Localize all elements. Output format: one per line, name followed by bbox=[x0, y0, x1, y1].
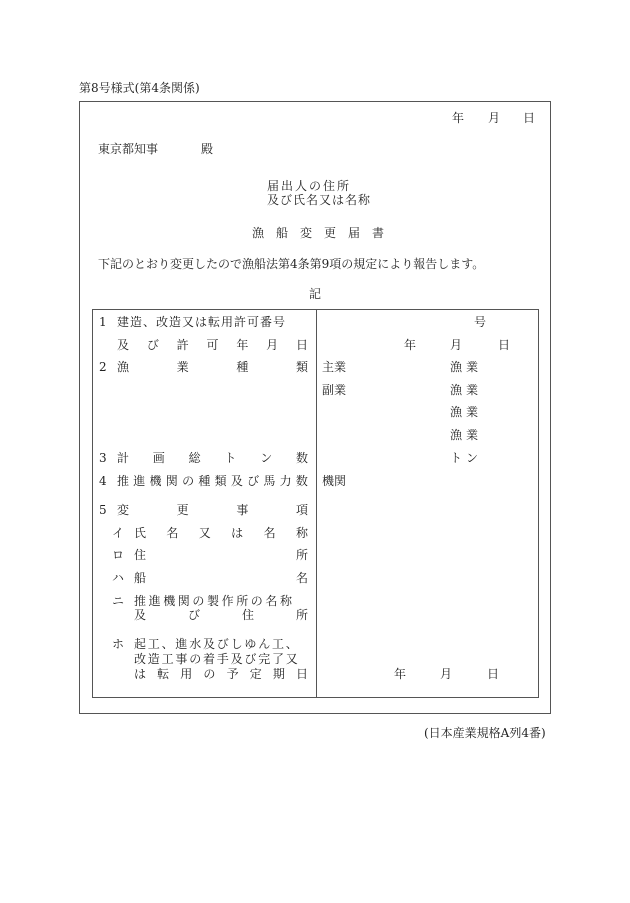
item4-char: 機 bbox=[149, 474, 162, 488]
item5-ho-char: 用 bbox=[180, 667, 193, 681]
item1-char: 可 bbox=[206, 338, 219, 352]
item5-ni-label-line2 bbox=[134, 608, 308, 622]
item5-ho-label-line2: 改造工事の着手及び完了又 bbox=[134, 652, 300, 666]
item3-char: 総 bbox=[188, 451, 201, 465]
item1-char: 許 bbox=[176, 338, 189, 352]
item5-ro-kana: ロ bbox=[112, 548, 125, 562]
item2-gyogyo-3: 漁業 bbox=[450, 405, 483, 419]
item2-gyogyo-1: 漁業 bbox=[450, 360, 483, 374]
header-date-day: 日 bbox=[523, 111, 536, 125]
item5-ho-char: 転 bbox=[157, 667, 170, 681]
item5-ni-char: び bbox=[187, 608, 200, 622]
item4-char: び bbox=[247, 474, 260, 488]
item5-i-char: は bbox=[231, 526, 244, 540]
item5-ho-char: 期 bbox=[272, 667, 285, 681]
item4-label bbox=[117, 474, 308, 488]
item4-char: 数 bbox=[295, 474, 308, 488]
item1-char: 日 bbox=[295, 338, 308, 352]
item4-char: の bbox=[182, 474, 195, 488]
item5-i-char: 名 bbox=[166, 526, 179, 540]
item4-char: 及 bbox=[230, 474, 243, 488]
item5-char: 事 bbox=[236, 503, 249, 517]
item5-char: 項 bbox=[295, 503, 308, 517]
form-number: 第8号様式(第4条関係) bbox=[79, 81, 200, 95]
item3-label bbox=[117, 451, 308, 465]
item5-i-char: 名 bbox=[263, 526, 276, 540]
item1-number: 1 bbox=[99, 315, 107, 329]
item2-number: 2 bbox=[99, 360, 107, 374]
item5-ha-label bbox=[134, 571, 308, 585]
item2-char: 漁 bbox=[117, 360, 130, 374]
item4-char: 力 bbox=[279, 474, 292, 488]
item2-char: 類 bbox=[295, 360, 308, 374]
header-date-year: 年 bbox=[452, 111, 465, 125]
item1-char: 年 bbox=[236, 338, 249, 352]
item3-char: 計 bbox=[117, 451, 130, 465]
item5-i-char: 又 bbox=[198, 526, 211, 540]
item2-char: 種 bbox=[236, 360, 249, 374]
applicant-name-label: 及び氏名又は名称 bbox=[267, 193, 372, 207]
item5-char: 変 bbox=[117, 503, 130, 517]
addressee-name: 東京都知事 bbox=[98, 142, 159, 156]
item5-ho-char: 予 bbox=[226, 667, 239, 681]
item4-number: 4 bbox=[99, 474, 107, 488]
item5-i-label bbox=[134, 526, 308, 540]
item3-number: 3 bbox=[99, 451, 107, 465]
item5-ni-label-line1: 推進機関の製作所の名称 bbox=[134, 594, 295, 608]
item1-date-year: 年 bbox=[404, 338, 417, 352]
item5-ho-label-line3 bbox=[134, 667, 308, 681]
header-date-month: 月 bbox=[488, 111, 501, 125]
item5-ro-label bbox=[134, 548, 308, 562]
item5-ni-kana: ニ bbox=[112, 594, 125, 608]
item5-ho-char: の bbox=[203, 667, 216, 681]
item5-ho-char: は bbox=[134, 667, 147, 681]
item2-gyogyo-2: 漁業 bbox=[450, 383, 483, 397]
item5-date-month: 月 bbox=[440, 667, 453, 681]
item2-sub-label: 副業 bbox=[322, 383, 347, 397]
item1-label-line2 bbox=[117, 338, 308, 352]
item2-label bbox=[117, 360, 308, 374]
item2-gyogyo-4: 漁業 bbox=[450, 428, 483, 442]
item4-char: 関 bbox=[165, 474, 178, 488]
item4-char: 推 bbox=[117, 474, 130, 488]
item5-ho-kana: ホ bbox=[112, 637, 125, 651]
item3-char: ト bbox=[224, 451, 237, 465]
item5-i-char: 称 bbox=[295, 526, 308, 540]
item1-date-month: 月 bbox=[450, 338, 463, 352]
item5-ni-char: 所 bbox=[295, 608, 308, 622]
item5-ho-char: 定 bbox=[249, 667, 262, 681]
item5-ro-char: 住 bbox=[134, 548, 147, 562]
item5-ho-label-line1: 起工、進水及びしゆん工、 bbox=[134, 637, 300, 651]
applicant-address-label: 届出人の住所 bbox=[267, 179, 352, 193]
item4-char: 進 bbox=[133, 474, 146, 488]
item2-char: 業 bbox=[176, 360, 189, 374]
table-divider bbox=[316, 309, 317, 698]
item4-char: 類 bbox=[214, 474, 227, 488]
addressee-honorific: 殿 bbox=[201, 142, 214, 156]
item1-char: 及 bbox=[117, 338, 130, 352]
item5-ha-char: 船 bbox=[134, 571, 147, 585]
item5-ha-char: 名 bbox=[295, 571, 308, 585]
ki-heading: 記 bbox=[309, 287, 322, 301]
item5-number: 5 bbox=[99, 503, 107, 517]
item1-label-line1: 建造、改造又は転用許可番号 bbox=[117, 315, 287, 329]
item1-date-day: 日 bbox=[498, 338, 511, 352]
item1-char: 月 bbox=[266, 338, 279, 352]
body-text: 下記のとおり変更したので漁船法第4条第9項の規定により報告します。 bbox=[98, 257, 485, 271]
item5-i-kana: イ bbox=[112, 526, 125, 540]
item3-char: 画 bbox=[152, 451, 165, 465]
item3-unit: トン bbox=[450, 451, 483, 465]
item4-value-label: 機関 bbox=[322, 474, 347, 488]
item3-char: 数 bbox=[295, 451, 308, 465]
paper-size-note: (日本産業規格A列4番) bbox=[424, 726, 546, 740]
item2-main-label: 主業 bbox=[322, 360, 347, 374]
item5-ha-kana: ハ bbox=[112, 571, 125, 585]
item5-ni-char: 及 bbox=[134, 608, 147, 622]
item1-char: び bbox=[146, 338, 159, 352]
item5-ho-char: 日 bbox=[295, 667, 308, 681]
item1-number-suffix: 号 bbox=[474, 315, 487, 329]
item3-char: ン bbox=[260, 451, 273, 465]
item4-char: 種 bbox=[198, 474, 211, 488]
item5-ro-char: 所 bbox=[295, 548, 308, 562]
item5-ni-char: 住 bbox=[241, 608, 254, 622]
item5-i-char: 氏 bbox=[134, 526, 147, 540]
document-title: 漁船変更届書 bbox=[252, 226, 397, 240]
item5-date-year: 年 bbox=[394, 667, 407, 681]
item4-char: 馬 bbox=[263, 474, 276, 488]
item5-char: 更 bbox=[176, 503, 189, 517]
item5-date-day: 日 bbox=[487, 667, 500, 681]
item5-label bbox=[117, 503, 308, 517]
